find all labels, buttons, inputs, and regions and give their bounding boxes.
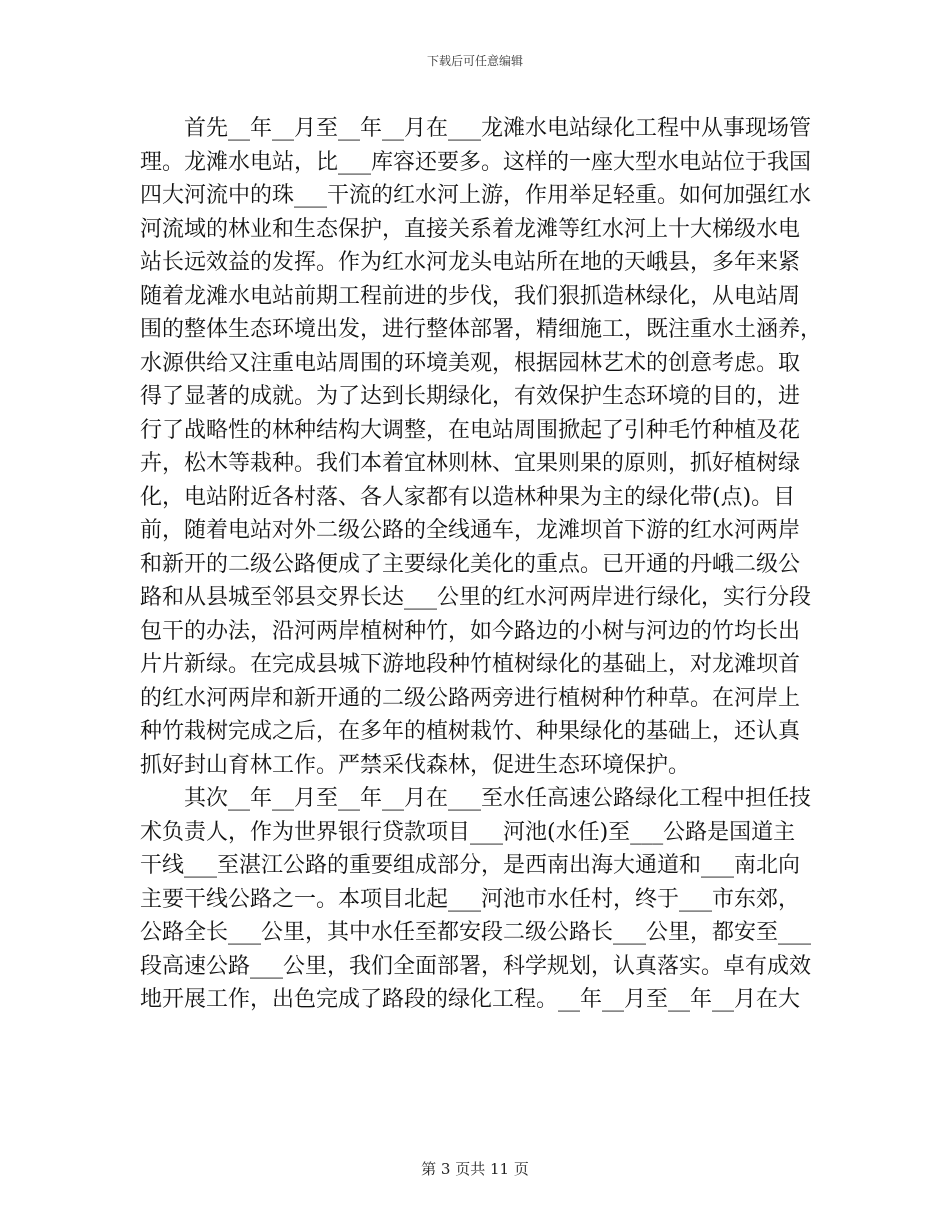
text-line: 段高速公路___公里，我们全面部署，科学规划，认真落实。卓有成效 [140, 953, 812, 979]
page-footer: 第 3 页共 11 页 [421, 1160, 529, 1178]
text-line: 路和从县城至邻县交界长达___公里的红水河两岸进行绿化，实行分段 [140, 585, 812, 610]
text-line: 首先__年__月至__年__月在___龙滩水电站绿化工程中从事现场管 [140, 116, 812, 141]
text-line: 种竹栽树完成之后，在多年的植树栽竹、种果绿化的基础上，还认真 [140, 719, 801, 744]
text-line: 前，随着电站对外二级公路的全线通车，龙滩坝首下游的红水河两岸 [140, 518, 801, 543]
text-line: 主要干线公路之一。本项目北起___河池市水任村，终于___市东郊， [140, 886, 801, 912]
text-line: 抓好封山育林工作。严禁采伐森林，促进生态环境保护。 [140, 752, 691, 778]
text-line: 其次__年__月至__年__月在___至水任高速公路绿化工程中担任技 [140, 786, 812, 811]
text-line: 随着龙滩水电站前期工程前进的步伐，我们狠抓造林绿化，从电站周 [140, 283, 801, 309]
text-line: 和新开的二级公路便成了主要绿化美化的重点。已开通的丹峨二级公 [140, 551, 801, 577]
text-line: 水源供给又注重电站周围的环境美观，根据园林艺术的创意考虑。取 [140, 350, 801, 376]
text-line: 得了显著的成就。为了达到长期绿化，有效保护生态环境的目的，进 [140, 384, 801, 409]
text-line: 理。龙滩水电站，比___库容还要多。这样的一座大型水电站位于我国 [140, 149, 812, 175]
text-line: 术负责人，作为世界银行贷款项目___河池(水任)至___公路是国道主 [140, 819, 796, 845]
text-line: 围的整体生态环境出发，进行整体部署，精细施工，既注重水土涵养， [140, 317, 823, 342]
text-line: 干线___至湛江公路的重要组成部分，是西南出海大通道和___南北向 [140, 853, 801, 878]
text-line: 化，电站附近各村落、各人家都有以造林种果为主的绿化带(点)。目 [140, 484, 796, 510]
text-line: 四大河流中的珠___干流的红水河上游，作用举足轻重。如何加强红水 [140, 183, 812, 208]
text-line: 包干的办法，沿河两岸植树种竹，如今路边的小树与河边的竹均长出 [140, 618, 801, 644]
text-line: 地开展工作，出色完成了路段的绿化工程。__年__月至__年__月在大 [140, 987, 801, 1012]
document-body [140, 112, 823, 1017]
text-line: 片片新绿。在完成县城下游地段种竹植树绿化的基础上，对龙滩坝首 [140, 652, 801, 677]
text-line: 的红水河两岸和新开通的二级公路两旁进行植树种竹种草。在河岸上 [140, 685, 801, 711]
text-line: 行了战略性的林种结构大调整，在电站周围掀起了引种毛竹种植及花 [140, 417, 801, 443]
text-line: 河流域的林业和生态保护，直接关系着龙滩等红水河上十大梯级水电 [140, 216, 801, 242]
text-line: 站长远效益的发挥。作为红水河龙头电站所在地的天峨县，多年来紧 [140, 250, 801, 275]
page-header: 下载后可任意编辑 [426, 54, 523, 68]
text-line: 卉，松木等栽种。我们本着宜林则林、宜果则果的原则，抓好植树绿 [140, 451, 801, 476]
text-line: 公路全长___公里，其中水任至都安段二级公路长___公里，都安至___ [140, 920, 812, 945]
